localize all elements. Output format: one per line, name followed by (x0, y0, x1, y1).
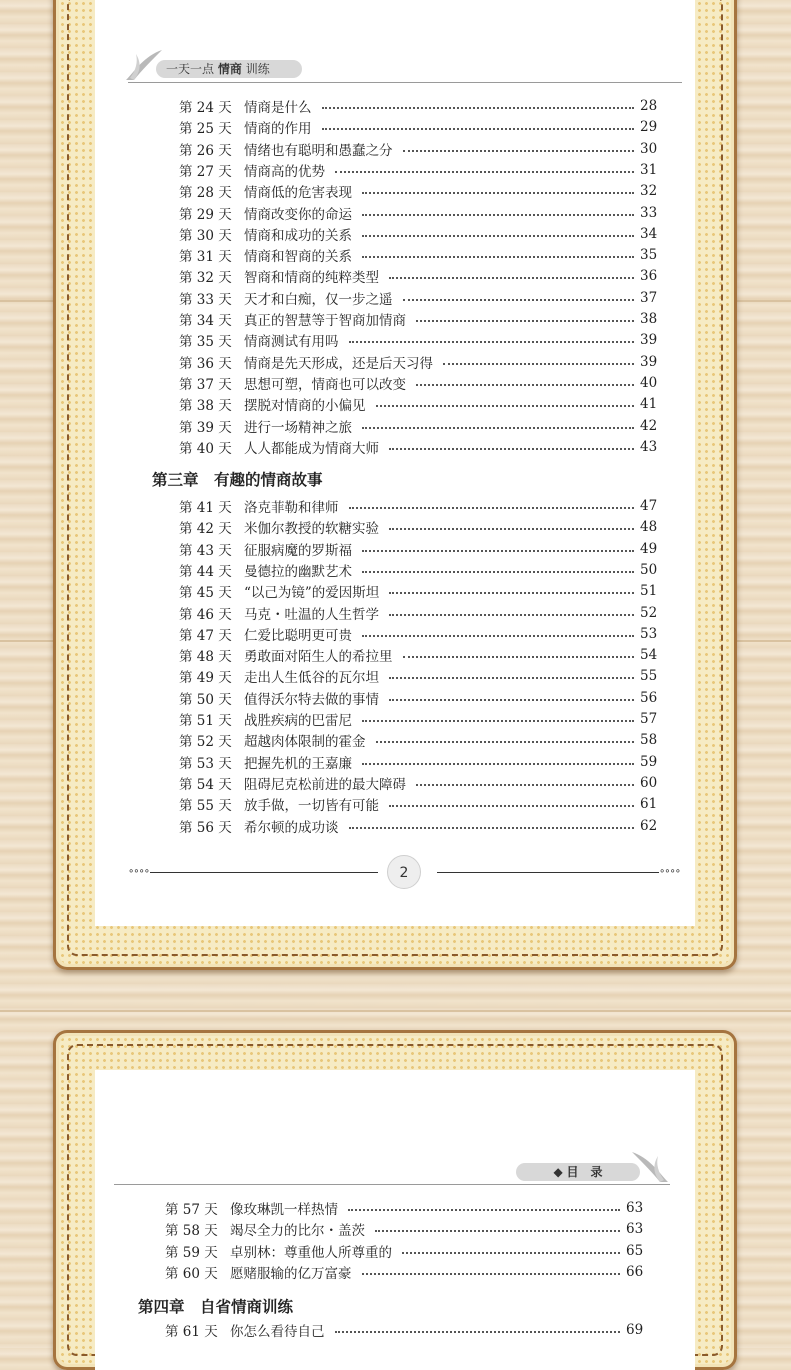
toc-entry-title: 卓别林：尊重他人所尊重的 (230, 1244, 392, 1261)
toc-entry-title: 情商高的优势 (244, 163, 325, 180)
toc-page-number: 32 (640, 183, 658, 200)
toc-day-label: 第 40 天 (179, 440, 232, 457)
toc-entry (179, 560, 656, 580)
toc-entry-title: 希尔顿的成功谈 (244, 819, 339, 836)
toc-dot-leader (376, 741, 635, 743)
toc-entry (179, 309, 656, 329)
toc-dot-leader (362, 235, 634, 237)
toc-page-number: 40 (640, 374, 658, 391)
toc-day-label: 第 61 天 (165, 1324, 218, 1340)
toc-entry (179, 203, 656, 223)
toc-day-label: 第 48 天 (179, 649, 232, 666)
toc-page-number: 62 (640, 817, 658, 834)
toc-entry (179, 181, 656, 201)
toc-entry (179, 816, 656, 836)
toc-entry-title: 放手做，一切皆有可能 (244, 798, 379, 815)
toc-day-label: 第 58 天 (165, 1223, 218, 1240)
toc-page-number: 43 (640, 438, 658, 455)
toc-page-number: 35 (640, 247, 658, 264)
toc-day-label: 第 32 天 (179, 270, 232, 287)
toc-entry-title: 曼德拉的幽默艺术 (244, 563, 352, 580)
toc-entry (179, 288, 656, 308)
footer-dots-right: ∘∘∘∘ (659, 866, 681, 877)
book-title-suffix: 训练 (245, 62, 270, 76)
header-rule (128, 82, 682, 83)
toc-page-number: 58 (640, 732, 658, 749)
book-title-tag (156, 60, 302, 78)
toc-dot-leader (349, 827, 635, 829)
toc-dot-leader (416, 784, 634, 786)
toc-day-label: 第 28 天 (179, 185, 232, 202)
toc-day-label: 第 50 天 (179, 691, 232, 708)
diamond-bullet-icon: ◆ (553, 1165, 563, 1179)
toc-entry-title: 人人都能成为情商大师 (244, 440, 379, 457)
toc-entry-title: 情商和智商的关系 (244, 249, 352, 266)
toc-dot-leader (376, 405, 635, 407)
toc-page-number: 63 (626, 1200, 644, 1216)
toc-dot-leader (362, 763, 634, 765)
toc-entry (179, 624, 656, 644)
toc-page-number: 65 (626, 1242, 644, 1259)
page-number: 2 (387, 855, 421, 889)
toc-dot-leader (389, 805, 634, 807)
toc-entry-title: 战胜疾病的巴雷尼 (244, 713, 352, 729)
toc-page-number: 29 (640, 119, 658, 136)
toc-page-number: 57 (640, 711, 658, 727)
contents-label: 目 录 (566, 1165, 603, 1179)
toc-entry (179, 352, 656, 372)
toc-dot-leader (335, 1331, 621, 1333)
toc-entry (179, 794, 656, 814)
toc-dot-leader (389, 677, 634, 679)
toc-entry-title: 像玫琳凯一样热情 (230, 1202, 338, 1218)
toc-entry (179, 139, 656, 159)
toc-entry (179, 245, 656, 265)
toc-entry-title: 思想可塑，情商也可以改变 (244, 376, 406, 393)
toc-page-number: 56 (640, 689, 658, 706)
toc-entry-title: 情绪也有聪明和愚蠢之分 (244, 142, 393, 159)
toc-page-number: 38 (640, 311, 658, 327)
toc-dot-leader (416, 320, 634, 322)
toc-dot-leader (362, 571, 634, 573)
toc-dot-leader (389, 699, 634, 701)
toc-entry-title: 进行一场精神之旅 (244, 419, 352, 436)
toc-day-label: 第 60 天 (165, 1265, 218, 1282)
toc-entry (179, 688, 656, 708)
toc-day-label: 第 46 天 (179, 606, 232, 623)
toc-page-number: 34 (640, 225, 658, 242)
toc-dot-leader (402, 1252, 620, 1254)
toc-dot-leader (322, 107, 635, 109)
toc-entry (179, 709, 656, 729)
toc-day-label: 第 33 天 (179, 291, 232, 308)
toc-page-number: 39 (640, 353, 658, 370)
header-rule (114, 1184, 670, 1185)
toc-day-label: 第 54 天 (179, 776, 232, 793)
wood-plank-seam (0, 1010, 791, 1012)
toc-page-number: 47 (640, 498, 658, 514)
toc-entry-title: 征服病魔的罗斯福 (244, 542, 352, 559)
toc-page-number: 55 (640, 668, 658, 685)
toc-entry (165, 1219, 642, 1239)
toc-dot-leader (349, 507, 635, 509)
toc-day-label: 第 42 天 (179, 521, 232, 538)
toc-entry (179, 437, 656, 457)
toc-entry-title: 天才和白痴，仅一步之遥 (244, 291, 393, 308)
toc-page-number: 30 (640, 140, 658, 157)
toc-day-label: 第 26 天 (179, 142, 232, 159)
toc-page-number: 33 (640, 204, 658, 221)
toc-entry (179, 730, 656, 750)
toc-entry-title: 走出人生低谷的瓦尔坦 (244, 670, 379, 687)
toc-dot-leader (389, 277, 634, 279)
toc-page-number: 61 (640, 796, 658, 813)
toc-day-label: 第 39 天 (179, 419, 232, 436)
toc-day-label: 第 25 天 (179, 121, 232, 138)
toc-entry-title: 竭尽全力的比尔・盖茨 (230, 1223, 365, 1240)
toc-day-label: 第 36 天 (179, 355, 232, 372)
toc-page-number: 69 (626, 1322, 644, 1338)
toc-entry-title: 超越肉体限制的霍金 (244, 734, 366, 751)
toc-page-number: 49 (640, 540, 658, 557)
chapter-heading: 第三章 有趣的情商故事 (152, 470, 323, 489)
footer-dots-left: ∘∘∘∘ (128, 866, 150, 877)
toc-entry (179, 224, 656, 244)
toc-dot-leader (362, 635, 634, 637)
toc-entry (165, 1320, 642, 1340)
toc-page-number: 36 (640, 268, 658, 285)
toc-page-number: 48 (640, 519, 658, 536)
toc-day-label: 第 24 天 (179, 100, 232, 116)
toc-dot-leader (375, 1230, 620, 1232)
book-title-emphasis: 情商 (217, 62, 242, 76)
toc-entry (179, 752, 656, 772)
toc-page-number: 51 (640, 583, 658, 600)
toc-entry (179, 517, 656, 537)
toc-dot-leader (362, 256, 634, 258)
toc-page-number: 53 (640, 625, 658, 642)
toc-day-label: 第 35 天 (179, 334, 232, 351)
toc-day-label: 第 53 天 (179, 755, 232, 772)
toc-day-label: 第 44 天 (179, 563, 232, 580)
toc-entry (179, 666, 656, 686)
toc-entry-title: 仁爱比聪明更可贵 (244, 627, 352, 644)
toc-day-label: 第 43 天 (179, 542, 232, 559)
toc-entry-title: 米伽尔教授的软糖实验 (244, 521, 379, 538)
toc-page-number: 66 (626, 1263, 644, 1280)
toc-day-label: 第 47 天 (179, 627, 232, 644)
toc-day-label: 第 51 天 (179, 713, 232, 729)
toc-day-label: 第 31 天 (179, 249, 232, 266)
toc-dot-leader (416, 384, 634, 386)
toc-entry-title: 情商低的危害表现 (244, 185, 352, 202)
toc-page-number: 60 (640, 774, 658, 791)
toc-dot-leader (389, 448, 634, 450)
toc-day-label: 第 57 天 (165, 1202, 218, 1218)
toc-page-number: 28 (640, 98, 658, 114)
book-title-prefix: 一天一点 (166, 62, 215, 76)
toc-entry-title: 真正的智慧等于智商加情商 (244, 313, 406, 329)
toc-dot-leader (349, 341, 635, 343)
toc-dot-leader (335, 171, 634, 173)
toc-dot-leader (389, 528, 634, 530)
toc-dot-leader (389, 592, 634, 594)
toc-dot-leader (362, 427, 634, 429)
toc-entry-title: 智商和情商的纯粹类型 (244, 270, 379, 287)
toc-day-label: 第 41 天 (179, 500, 232, 516)
toc-dot-leader (362, 214, 634, 216)
toc-entry-title: “以己为镜”的爱因斯坦 (244, 585, 380, 602)
toc-page-number: 31 (640, 161, 658, 178)
toc-entry (179, 394, 656, 414)
toc-entry (165, 1262, 642, 1282)
toc-entry-title: 摆脱对情商的小偏见 (244, 398, 366, 415)
toc-entry (179, 266, 656, 286)
toc-day-label: 第 30 天 (179, 227, 232, 244)
toc-day-label: 第 34 天 (179, 313, 232, 329)
toc-dot-leader (389, 614, 634, 616)
toc-entry-title: 阻碍尼克松前进的最大障碍 (244, 776, 406, 793)
toc-dot-leader (403, 656, 635, 658)
toc-entry (179, 539, 656, 559)
toc-day-label: 第 56 天 (179, 819, 232, 836)
toc-entry-title: 洛克菲勒和律师 (244, 500, 339, 516)
toc-entry-title: 勇敢面对陌生人的希拉里 (244, 649, 393, 666)
toc-day-label: 第 37 天 (179, 376, 232, 393)
toc-entry-title: 愿赌服输的亿万富豪 (230, 1265, 352, 1282)
toc-entry-title: 情商测试有用吗 (244, 334, 339, 351)
toc-entry-title: 情商是先天形成，还是后天习得 (244, 355, 433, 372)
toc-page-number: 50 (640, 561, 658, 578)
toc-day-label: 第 38 天 (179, 398, 232, 415)
toc-day-label: 第 49 天 (179, 670, 232, 687)
footer-line-right (437, 872, 659, 873)
toc-entry (179, 330, 656, 350)
toc-entry (165, 1241, 642, 1261)
toc-entry-title: 值得沃尔特去做的事情 (244, 691, 379, 708)
toc-dot-leader (362, 720, 634, 722)
toc-day-label: 第 55 天 (179, 798, 232, 815)
leaf-decoration-icon (630, 1150, 670, 1184)
toc-entry (179, 645, 656, 665)
toc-entry-title: 情商改变你的命运 (244, 206, 352, 223)
toc-dot-leader (403, 299, 635, 301)
toc-page-number: 63 (626, 1221, 644, 1238)
chapter-heading: 第四章 自省情商训练 (138, 1297, 294, 1316)
toc-entry-title: 情商的作用 (244, 121, 312, 138)
toc-page-number: 41 (640, 396, 658, 413)
toc-dot-leader (443, 363, 634, 365)
toc-entry (179, 496, 656, 516)
toc-day-label: 第 45 天 (179, 585, 232, 602)
toc-page-number: 42 (640, 417, 658, 434)
toc-entry (179, 416, 656, 436)
contents-tag (516, 1163, 640, 1181)
toc-entry (179, 773, 656, 793)
toc-entry (165, 1198, 642, 1218)
toc-entry-title: 你怎么看待自己 (230, 1324, 325, 1340)
toc-entry (179, 96, 656, 116)
toc-entry (179, 373, 656, 393)
toc-entry-title: 马克・吐温的人生哲学 (244, 606, 379, 623)
toc-day-label: 第 52 天 (179, 734, 232, 751)
toc-page-number: 39 (640, 332, 658, 349)
toc-entry-title: 把握先机的王嘉廉 (244, 755, 352, 772)
toc-day-label: 第 27 天 (179, 163, 232, 180)
footer-line-left (150, 872, 378, 873)
toc-dot-leader (362, 192, 634, 194)
toc-dot-leader (322, 128, 635, 130)
toc-entry-title: 情商是什么 (244, 100, 312, 116)
toc-dot-leader (403, 150, 635, 152)
toc-page-number: 54 (640, 647, 658, 664)
toc-dot-leader (348, 1209, 620, 1211)
toc-entry (179, 603, 656, 623)
toc-page-number: 59 (640, 753, 658, 770)
toc-entry (179, 581, 656, 601)
toc-dot-leader (362, 1273, 621, 1275)
toc-page-number: 37 (640, 289, 658, 306)
toc-day-label: 第 29 天 (179, 206, 232, 223)
toc-page-number: 52 (640, 604, 658, 621)
toc-entry (179, 160, 656, 180)
toc-dot-leader (362, 550, 634, 552)
toc-entry-title: 情商和成功的关系 (244, 227, 352, 244)
toc-entry (179, 117, 656, 137)
toc-day-label: 第 59 天 (165, 1244, 218, 1261)
